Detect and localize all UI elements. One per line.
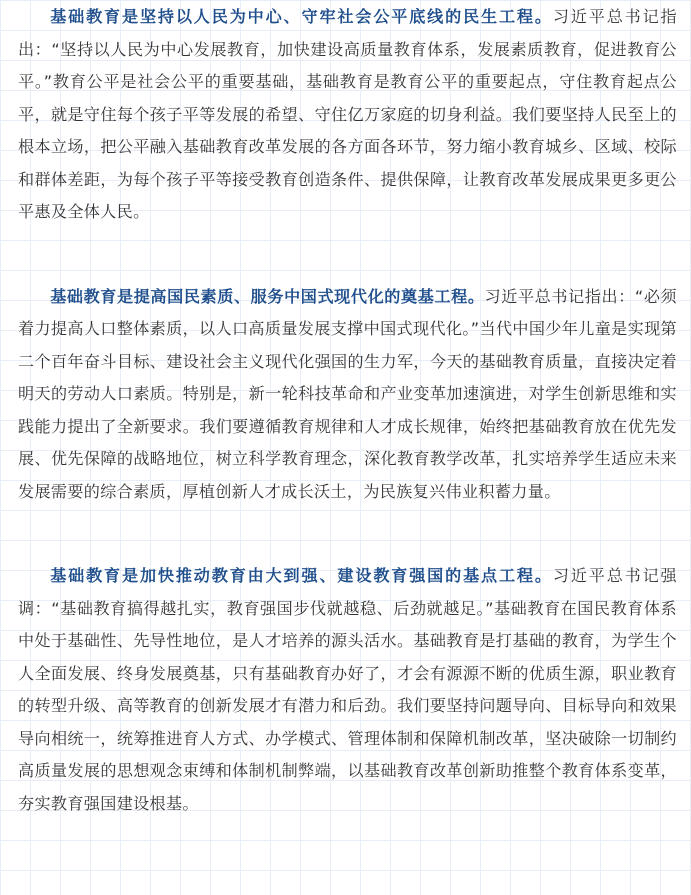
paragraph-1-body: 习近平总书记指出：“坚持以人民为中心发展教育，加快建设高质量教育体系，发展素质教育，促进教育公平。”教育公平是社会公平的重要基础，基础教育是教育公平的重要起点，守住教育起点公平，就是守住每个孩子平等发展的希望、守住亿万家庭的切身利益。我们要坚持人民至上的根本立场，把公平融入基础教育改革发展的各方面各环节，努力缩小教育城乡、区域、校际和群体差距，为每个孩子平等接受教育创造条件、提供保障，让教育改革发展成果更多更公平惠及全体人民。 xyxy=(18,7,677,221)
paragraph-1-lead: 基础教育是坚持以人民为中心、守牢社会公平底线的民生工程。 xyxy=(50,7,553,26)
paragraph-1 xyxy=(18,0,677,229)
paragraph-3-lead: 基础教育是加快推动教育由大到强、建设教育强国的基点工程。 xyxy=(50,566,553,585)
paragraph-3-body: 习近平总书记强调：“基础教育搞得越扎实，教育强国步伐就越稳、后劲就越足。”基础教育在国民教育体系中处于基础性、先导性地位，是人才培养的源头活水。基础教育是打基础的教育，为学生个人全面发展、终身发展奠基，只有基础教育办好了，才会有源源不断的优质生源，职业教育的转型升级、高等教育的创新发展才有潜力和后劲。我们要坚持问题导向、目标导向和效果导向相统一，统筹推进育人方式、办学模式、管理体制和保障机制改革，坚决破除一切制约高质量发展的思想观念束缚和体制机制弊端，以基础教育改革创新助推整个教育体系变革，夯实教育强国建设根基。 xyxy=(18,566,677,813)
paragraph-3 xyxy=(18,560,677,820)
paragraph-2 xyxy=(18,281,677,509)
paragraph-2-body: 习近平总书记指出：“必须着力提高人口整体素质，以人口高质量发展支撑中国式现代化。”当代中国少年儿童是实现第二个百年奋斗目标、建设社会主义现代化强国的生力军，今天的基础教育质量，直接决定着明天的劳动人口素质。特别是，新一轮科技革命和产业变革加速演进，对学生创新思维和实践能力提出了全新要求。我们要遵循教育规律和人才成长规律，始终把基础教育放在优先发展、优先保障的战略地位，树立科学教育理念，深化教育教学改革，扎实培养学生适应未来发展需要的综合素质，厚植创新人才成长沃土，为民族复兴伟业积蓄力量。 xyxy=(18,286,677,501)
paragraph-2-lead: 基础教育是提高国民素质、服务中国式现代化的奠基工程。 xyxy=(50,286,485,306)
